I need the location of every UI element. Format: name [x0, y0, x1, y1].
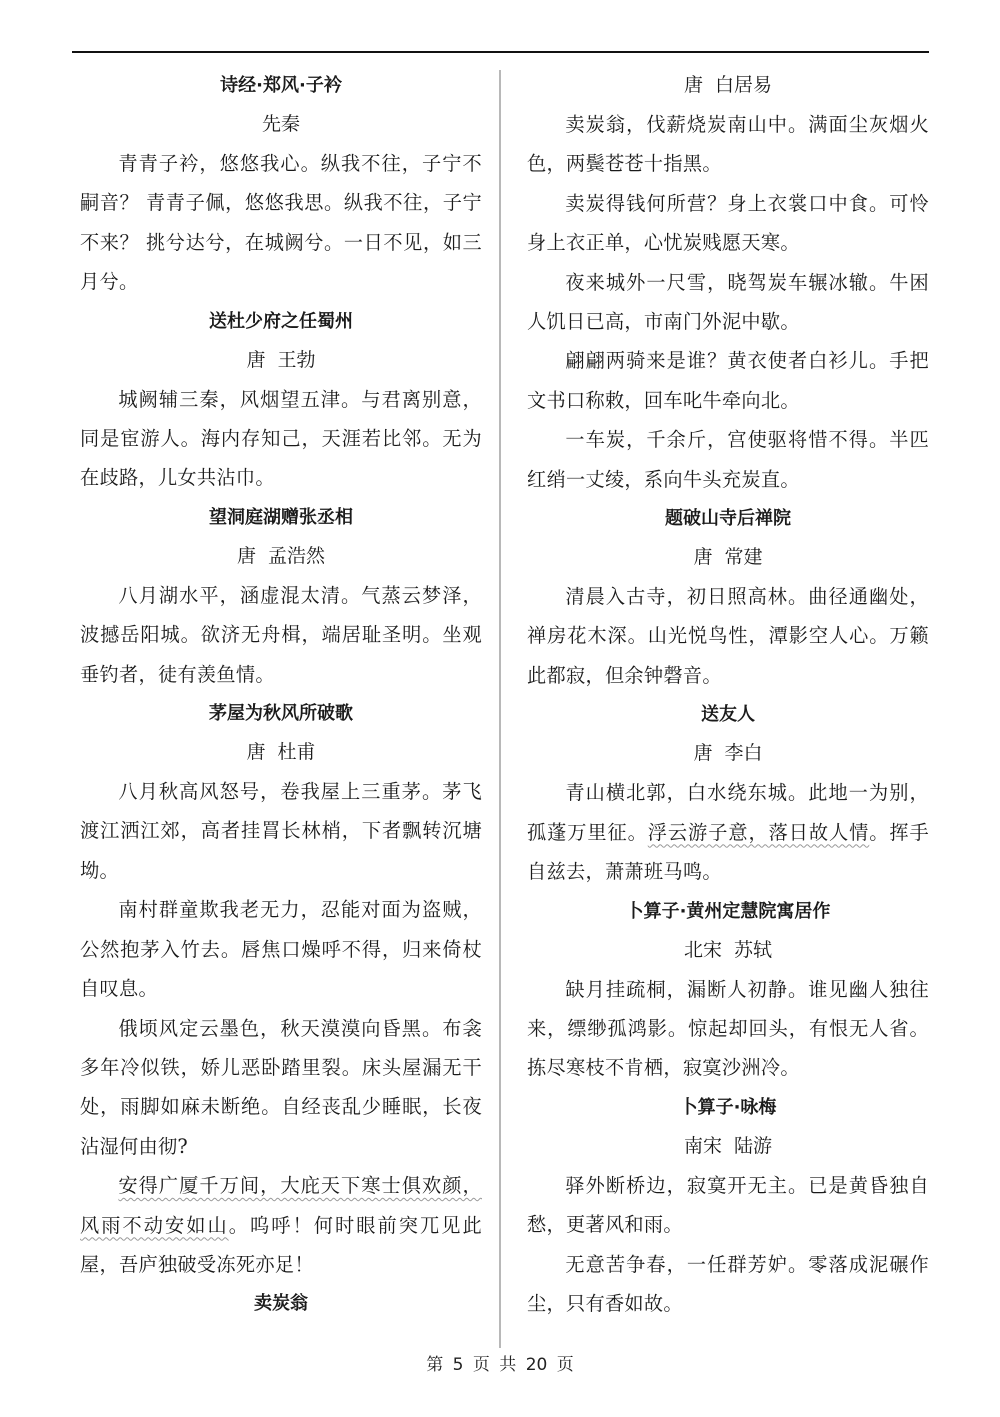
poem-title: 卖炭翁 [254, 1293, 308, 1315]
poem-author: 唐 白居易 [683, 74, 773, 96]
poem-paragraph [527, 773, 929, 891]
poem-block [80, 694, 482, 1284]
left-column [80, 66, 482, 1323]
text-segment: 城阙辅三秦，风烟望五津。与君离别意，同是宦游人。海内存知己，天涯若比邻。无为在歧路，儿女共沾巾。 [80, 387, 482, 490]
text-segment: 。挥手自兹去，萧萧班马鸣。 [527, 820, 929, 884]
poem-paragraph [527, 184, 929, 263]
poem-block [527, 1088, 929, 1324]
text-segment: 。呜呼！何时眼前突兀见此屋，吾庐独破受冻死亦足！ [80, 1213, 482, 1276]
poem-paragraph [527, 420, 929, 499]
poem-author: 唐 李白 [693, 742, 763, 765]
text-segment: 南村群童欺我老无力，忍能对面为盗贼，公然抱茅入竹去。唇焦口燥呼不得，归来倚杖自叹息。 [80, 898, 482, 1001]
text-segment: 翩翩两骑来是谁？黄衣使者白衫儿。手把文书口称敕，回车叱牛牵向北。 [527, 349, 929, 412]
page-number: 第 5 页 共 20 页 [426, 1355, 574, 1375]
poem-paragraph [80, 1166, 482, 1284]
right-column [527, 66, 929, 1323]
poem-block [527, 892, 929, 1088]
text-segment: 卖炭得钱何所营？身上衣裳口中食。可怜身上衣正单，心忧炭贱愿天寒。 [527, 191, 929, 255]
poem-author: 南宋 陆游 [683, 1134, 773, 1157]
poem-author: 唐 杜甫 [246, 741, 316, 764]
poem-title: 送友人 [701, 704, 755, 726]
poem-paragraph [80, 772, 482, 890]
poem-title: 卜算子·咏梅 [679, 1096, 777, 1118]
text-segment: 卖炭翁，伐薪烧炭南山中。满面尘灰烟火色，两鬓苍苍十指黑。 [527, 113, 929, 176]
poem-paragraph [80, 144, 482, 302]
poem-title: 题破山寺后禅院 [665, 508, 791, 530]
poem-author: 先秦 [261, 113, 300, 135]
poem-author: 北宋 苏轼 [683, 938, 773, 961]
poem-block [527, 499, 929, 695]
poem-paragraph [527, 577, 929, 695]
poem-paragraph [527, 1245, 929, 1324]
poem-paragraph [527, 1166, 929, 1245]
poem-paragraph [527, 263, 929, 342]
text-segment: 俄顷风定云墨色，秋天漠漠向昏黑。布衾多年冷似铁，娇儿恶卧踏里裂。床头屋漏无干处，雨脚如麻未断绝。自经丧乱少睡眠，长夜沾湿何由彻? [80, 1016, 482, 1158]
poem-block [80, 302, 482, 498]
poem-paragraph [527, 105, 929, 184]
poem-title: 诗经·郑风·子衿 [220, 75, 342, 96]
poem-paragraph [80, 576, 482, 694]
poem-title: 送杜少府之任蜀州 [209, 310, 353, 332]
poem-paragraph [80, 890, 482, 1008]
header-rule [72, 51, 929, 53]
poem-paragraph [80, 380, 482, 498]
poem-block [80, 66, 482, 302]
underlined-text: 浮云游子意，落日故人情 [647, 820, 870, 844]
poem-title: 茅屋为秋风所破歌 [209, 703, 353, 725]
poem-title: 望洞庭湖赠张丞相 [209, 506, 353, 528]
text-segment: 夜来城外一尺雪，晓驾炭车辗冰辙。牛困人饥日已高，市南门外泥中歇。 [527, 270, 929, 334]
column-divider [499, 70, 501, 1348]
poem-paragraph [527, 341, 929, 420]
text-segment: 一车炭，千余斤，宫使驱将惜不得。半匹红绡一丈绫，系向牛头充炭直。 [527, 428, 929, 491]
text-segment: 青山横北郭，白水绕东城。此地一为别，孤蓬万里征。 [527, 781, 929, 844]
poem-title: 卜算子·黄州定慧院寓居作 [625, 900, 831, 922]
text-segment: 缺月挂疏桐，漏断人初静。谁见幽人独往来，缥缈孤鸿影。惊起却回头，有恨无人省。拣尽寒枝不肯栖，寂寞沙洲冷。 [527, 977, 929, 1080]
poem-block [527, 66, 929, 499]
text-segment: 无意苦争春，一任群芳妒。零落成泥碾作尘，只有香如故。 [527, 1252, 929, 1315]
poem-block [527, 695, 929, 891]
underlined-text: 安得广厦千万间，大庇天下寒士俱欢颜，风雨不动安如山 [80, 1174, 482, 1237]
text-segment: 八月湖水平，涵虚混太清。气蒸云梦泽，波撼岳阳城。欲济无舟楫，端居耻圣明。坐观垂钓者，徒有羡鱼情。 [80, 583, 482, 686]
poem-author: 唐 孟浩然 [236, 544, 326, 567]
poem-paragraph [527, 970, 929, 1088]
poem-author: 唐 常建 [693, 546, 763, 569]
poem-paragraph [80, 1009, 482, 1167]
text-segment: 八月秋高风怒号，卷我屋上三重茅。茅飞渡江洒江郊，高者挂罥长林梢，下者飘转沉塘坳。 [80, 780, 482, 882]
text-segment: 清晨入古寺，初日照高林。曲径通幽处，禅房花木深。山光悦鸟性，潭影空人心。万籁此都寂，但余钟磬音。 [527, 585, 929, 687]
poem-author: 唐 王勃 [246, 348, 316, 371]
text-segment: 青青子衿，悠悠我心。纵我不往，子宁不嗣音？ 青青子佩，悠悠我思。纵我不往，子宁不来？ 挑兮达兮，在城阙兮。一日不见，如三月兮。 [80, 152, 482, 294]
poem-block [80, 1284, 482, 1323]
poem-block [80, 498, 482, 694]
text-segment: 驿外断桥边，寂寞开无主。已是黄昏独自愁，更著风和雨。 [527, 1173, 929, 1237]
